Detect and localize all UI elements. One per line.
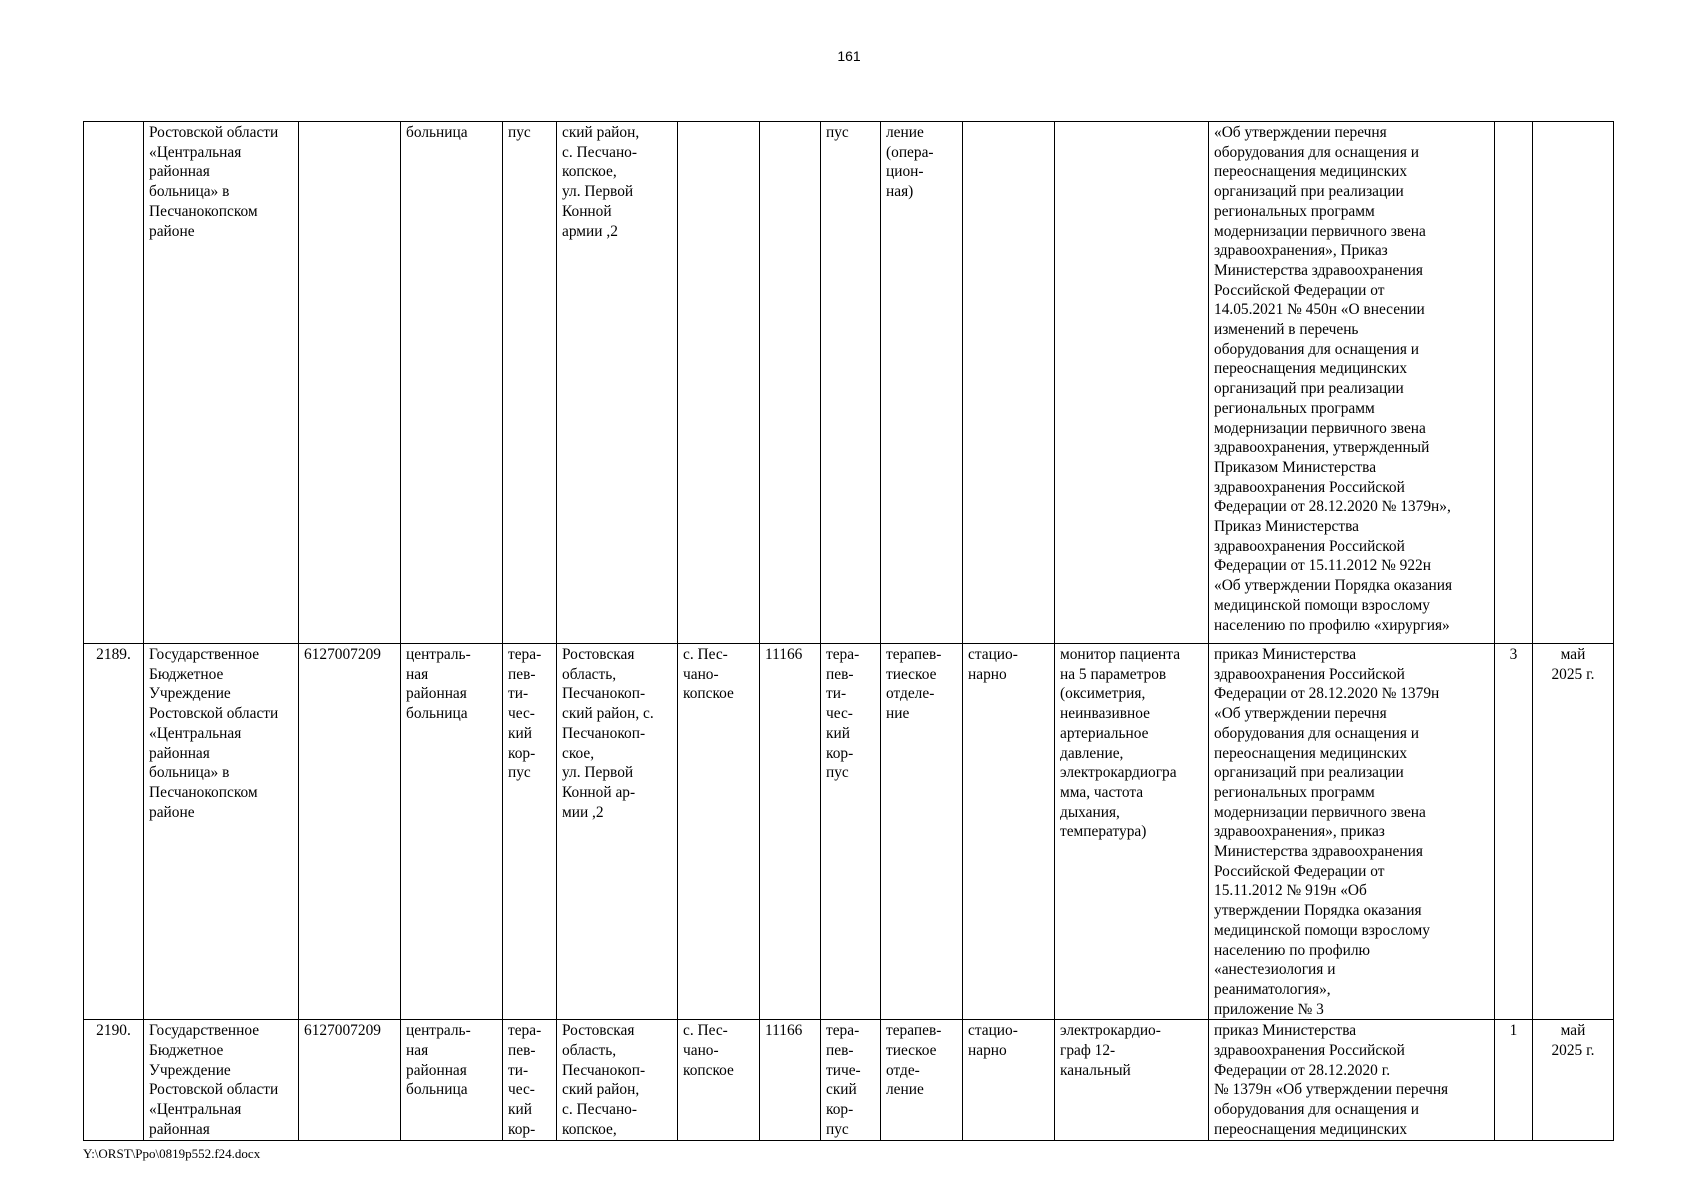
legal-basis: приказ Министерства здравоохранения Российской Федерации от 28.12.2020 № 1379н «Об утверждении перечня оборудования для оснащения и переоснащения медицинских организаций при реализации региональных программ модернизации первичного звена здравоохранения», приказ Министерства здравоохранения Российской Федерации от 15.11.2012 № 919н «Об утверждении Порядка оказания медицинской помощи взрослому населению по профилю «анестезиология и реаниматология», приложение № 3	[1209, 644, 1495, 1020]
organization-name: Государственное Бюджетное Учреждение Ростовской области «Центральная районная	[144, 1020, 299, 1140]
equipment-name: монитор пациента на 5 параметров (оксиметрия, неинвазивное артериальное давление, электрокардиогра мма, частота дыхания, температура)	[1055, 644, 1209, 1020]
building: пус	[503, 122, 557, 644]
department: терапев- тиеское отде- ление	[881, 1020, 963, 1140]
inn: 6127007209	[299, 1020, 401, 1140]
settlement: с. Пес- чано- копское	[678, 644, 760, 1020]
delivery-date: май 2025 г.	[1533, 1020, 1614, 1140]
building-location: пус	[821, 122, 881, 644]
settlement-code: 11166	[760, 1020, 821, 1140]
settlement: с. Пес- чано- копское	[678, 1020, 760, 1140]
organization-name: Государственное Бюджетное Учреждение Ростовской области «Центральная районная больница» в Песчанокопском районе	[144, 644, 299, 1020]
table-row	[84, 644, 1614, 1020]
care-mode	[963, 122, 1055, 644]
care-mode: стацио- нарно	[963, 644, 1055, 1020]
building-location: тера- пев- ти- чес- кий кор- пус	[821, 644, 881, 1020]
quantity: 1	[1495, 1020, 1533, 1140]
settlement-code: 11166	[760, 644, 821, 1020]
organization-type: больница	[401, 122, 503, 644]
row-number: 2190.	[84, 1020, 144, 1140]
address: Ростовская область, Песчанокоп- ский район, с. Песчанокоп- ское, ул. Первой Конной ар- мии ,2	[557, 644, 678, 1020]
quantity: 3	[1495, 644, 1533, 1020]
organization-type: централь- ная районная больница	[401, 1020, 503, 1140]
inn: 6127007209	[299, 644, 401, 1020]
address: ский район, с. Песчано- копское, ул. Первой Конной армии ,2	[557, 122, 678, 644]
organization-type: централь- ная районная больница	[401, 644, 503, 1020]
delivery-date	[1533, 122, 1614, 644]
equipment-name: электрокардио- граф 12- канальный	[1055, 1020, 1209, 1140]
page-number: 161	[837, 48, 861, 64]
care-mode: стацио- нарно	[963, 1020, 1055, 1140]
building-location: тера- пев- тиче- ский кор- пус	[821, 1020, 881, 1140]
table-row	[84, 1020, 1614, 1140]
equipment-table	[83, 121, 1614, 1141]
file-path-footer: Y:\ORST\Ppo\0819p552.f24.docx	[83, 1146, 261, 1161]
legal-basis: приказ Министерства здравоохранения Российской Федерации от 28.12.2020 г. № 1379н «Об утверждении перечня оборудования для оснащения и переоснащения медицинских	[1209, 1020, 1495, 1140]
department: ление (опера- цион- ная)	[881, 122, 963, 644]
settlement-code	[760, 122, 821, 644]
quantity	[1495, 122, 1533, 644]
legal-basis: «Об утверждении перечня оборудования для оснащения и переоснащения медицинских организаций при реализации региональных программ модернизации первичного звена здравоохранения», Приказ Министерства здравоохранения Российской Федерации от 14.05.2021 № 450н «О внесении изменений в перечень оборудования для оснащения и переоснащения медицинских организаций при реализации региональных программ модернизации первичного звена здравоохранения, утвержденный Приказом Министерства здравоохранения Российской Федерации от 28.12.2020 № 1379н», Приказ Министерства здравоохранения Российской Федерации от 15.11.2012 № 922н «Об утверждении Порядка оказания медицинской помощи взрослому населению по профилю «хирургия»	[1209, 122, 1495, 644]
department: терапев- тиеское отделе- ние	[881, 644, 963, 1020]
inn	[299, 122, 401, 644]
table-row	[84, 122, 1614, 644]
delivery-date: май 2025 г.	[1533, 644, 1614, 1020]
address: Ростовская область, Песчанокоп- ский район, с. Песчано- копское,	[557, 1020, 678, 1140]
row-number: 2189.	[84, 644, 144, 1020]
settlement	[678, 122, 760, 644]
building: тера- пев- ти- чес- кий кор-	[503, 1020, 557, 1140]
equipment-name	[1055, 122, 1209, 644]
row-number	[84, 122, 144, 644]
organization-name: Ростовской области «Центральная районная больница» в Песчанокопском районе	[144, 122, 299, 644]
building: тера- пев- ти- чес- кий кор- пус	[503, 644, 557, 1020]
